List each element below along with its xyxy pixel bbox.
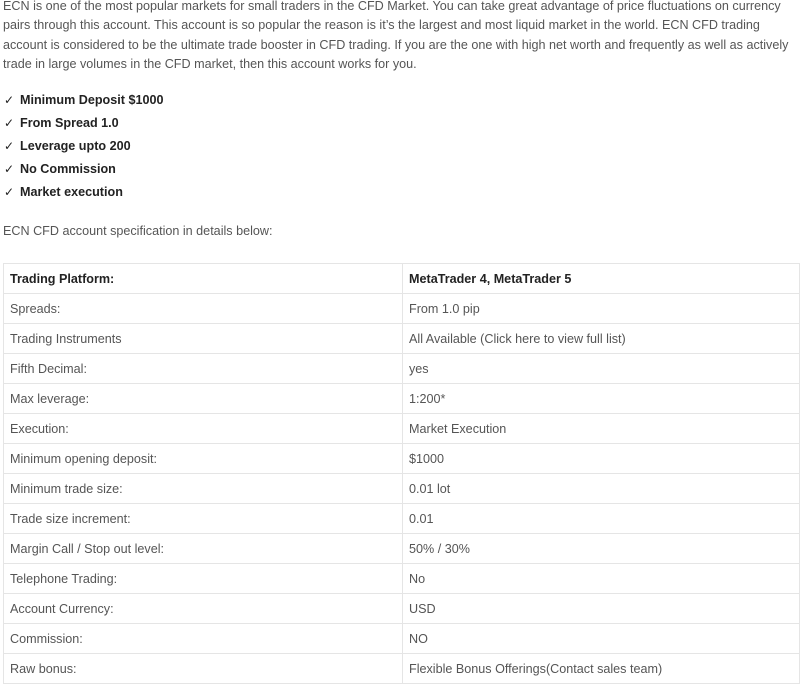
spec-value: NO [403, 624, 800, 654]
spec-label: Trade size increment: [4, 504, 403, 534]
spec-label: Raw bonus: [4, 654, 403, 684]
spec-label: Trading Platform: [4, 264, 403, 294]
spec-label: Telephone Trading: [4, 564, 403, 594]
table-row [4, 654, 800, 684]
spec-value: From 1.0 pip [403, 294, 800, 324]
spec-value: Market Execution [403, 414, 800, 444]
table-row [4, 534, 800, 564]
spec-value: 1:200* [403, 384, 800, 414]
spec-value: 0.01 lot [403, 474, 800, 504]
table-row [4, 624, 800, 654]
spec-label: Account Currency: [4, 594, 403, 624]
instruments-link[interactable]: All Available (Click here to view full list) [403, 324, 800, 354]
table-row [4, 324, 800, 354]
feature-item [4, 89, 163, 112]
table-row [4, 444, 800, 474]
check-icon: ✓ [4, 139, 15, 153]
spec-value: Flexible Bonus Offerings(Contact sales team) [403, 654, 800, 684]
spec-label: Minimum opening deposit: [4, 444, 403, 474]
spec-value: $1000 [403, 444, 800, 474]
table-row [4, 384, 800, 414]
spec-table [3, 263, 800, 684]
spec-value: yes [403, 354, 800, 384]
table-row [4, 354, 800, 384]
check-icon: ✓ [4, 116, 15, 130]
feature-item [4, 181, 163, 204]
spec-label: Minimum trade size: [4, 474, 403, 504]
feature-item [4, 112, 163, 135]
spec-label: Margin Call / Stop out level: [4, 534, 403, 564]
table-row [4, 504, 800, 534]
feature-label: Minimum Deposit $1000 [20, 93, 164, 107]
feature-label: Market execution [20, 185, 123, 199]
table-row [4, 564, 800, 594]
intro-paragraph: ECN is one of the most popular markets for small traders in the CFD Market. You can take great advantage of price fluctuations on currency pairs through this account. This account is so popular the reason is it’s the largest and most liquid market in the world. ECN CFD trading account is considered to be the ultimate trade booster in CFD trading. If you are the one with high net worth and frequently as well as actively trade in large volumes in the CFD market, then this account works for you. [3, 0, 789, 71]
spec-label: Commission: [4, 624, 403, 654]
table-row [4, 474, 800, 504]
spec-value: No [403, 564, 800, 594]
table-row [4, 414, 800, 444]
spec-value: MetaTrader 4, MetaTrader 5 [403, 264, 800, 294]
check-icon: ✓ [4, 162, 15, 176]
spec-header-row [4, 264, 800, 294]
feature-label: From Spread 1.0 [20, 116, 119, 130]
spec-label: Max leverage: [4, 384, 403, 414]
feature-label: Leverage upto 200 [20, 139, 131, 153]
spec-value: USD [403, 594, 800, 624]
spec-label: Fifth Decimal: [4, 354, 403, 384]
spec-caption: ECN CFD account specification in details below: [3, 224, 273, 238]
check-icon: ✓ [4, 185, 15, 199]
spec-label: Execution: [4, 414, 403, 444]
feature-item [4, 158, 163, 181]
spec-label: Spreads: [4, 294, 403, 324]
check-icon: ✓ [4, 93, 15, 107]
feature-list [4, 89, 163, 204]
spec-label: Trading Instruments [4, 324, 403, 354]
table-row [4, 294, 800, 324]
spec-value: 0.01 [403, 504, 800, 534]
feature-label: No Commission [20, 162, 116, 176]
feature-item [4, 135, 163, 158]
spec-value: 50% / 30% [403, 534, 800, 564]
table-row [4, 594, 800, 624]
